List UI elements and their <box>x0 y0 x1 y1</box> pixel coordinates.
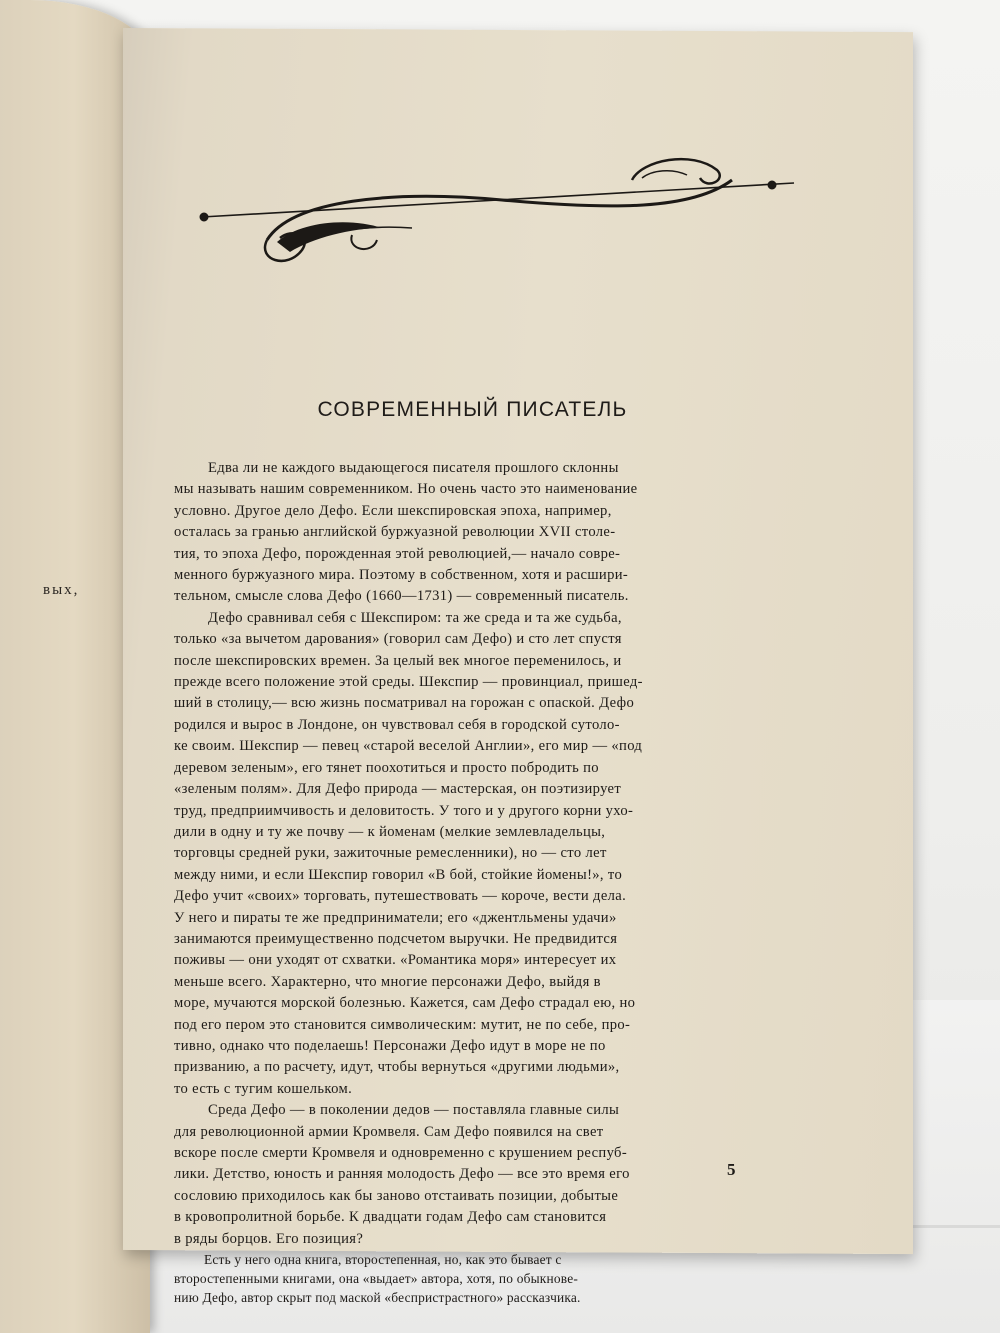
text-line: условно. Другое дело Дефо. Если шекспировская эпоха, например, <box>174 502 612 519</box>
text-line: то есть с тугим кошельком. <box>174 1080 353 1097</box>
text-line: меньше всего. Характерно, что многие персонажи Дефо, выйдя в <box>174 973 601 990</box>
footnote-paragraph <box>174 1250 766 1307</box>
text-line: сословию приходилось как бы заново отстаивать позиции, добытые <box>174 1187 619 1204</box>
chapter-title: СОВРЕМЕННЫЙ ПИСАТЕЛЬ <box>317 398 628 421</box>
left-page-edge-text: вых, <box>43 582 80 598</box>
text-line: дили в одну и ту же почву — к йоменам (мелкие землевладельцы, <box>174 823 606 840</box>
text-line: между ними, и если Шекспир говорил «В бой, стойкие йомены!», то <box>174 866 623 883</box>
text-line: Есть у него одна книга, второстепенная, но, как это бывает с <box>204 1252 562 1268</box>
body-text <box>174 458 766 1307</box>
text-line: Среда Дефо — в поколении дедов — поставляла главные силы <box>208 1102 620 1119</box>
text-line: после шекспировских времен. За целый век многое переменилось, и <box>174 652 622 669</box>
text-line: для революционной армии Кромвеля. Сам Дефо появился на свет <box>174 1123 604 1140</box>
text-line: второстепенными книгами, она «выдает» автора, хотя, по обыкнове- <box>174 1271 579 1287</box>
text-line: менного буржуазного мира. Поэтому в собственном, хотя и расшири- <box>174 567 629 584</box>
text-line: У него и пираты те же предприниматели; его «джентльмены удачи» <box>174 909 617 926</box>
text-line: поживы — они уходят от схватки. «Романтика моря» интересует их <box>174 952 617 969</box>
text-line: тельном, смысле слова Дефо (1660—1731) — современный писатель. <box>174 588 629 605</box>
text-line: в ряды борцов. Его позиция? <box>174 1230 364 1247</box>
text-line: торговцы средней руки, зажиточные ремесленники), но — сто лет <box>174 845 607 862</box>
text-line: Едва ли не каждого выдающегося писателя прошлого склонны <box>208 460 619 476</box>
text-line: нию Дефо, автор скрыт под маской «беспристрастного» рассказчика. <box>174 1290 581 1306</box>
text-line: мы называть нашим современником. Но очень часто это наименование <box>174 481 638 498</box>
text-line: призванию, а по расчету, идут, чтобы вернуться «другими людьми», <box>174 1059 620 1076</box>
text-line: под его пером это становится символическим: мутит, не по себе, про- <box>174 1016 631 1033</box>
text-line: деревом зеленым», его тянет поохотиться и просто побродить по <box>174 759 599 776</box>
text-line: осталась за гранью английской буржуазной революции XVII столе- <box>174 524 616 541</box>
page-number: 5 <box>727 1160 736 1179</box>
text-line: вскоре после смерти Кромвеля и одновременно с крушением респуб- <box>174 1145 628 1161</box>
ornament-flourish <box>172 150 802 280</box>
text-line: только «за вычетом дарования» (говорил сам Дефо) и сто лет спустя <box>174 631 622 648</box>
text-line: ший в столицу,— всю жизнь посматривал на горожан с опаской. Дефо <box>174 695 635 712</box>
text-line: лики. Детство, юность и ранняя молодость Дефо — все это время его <box>174 1166 630 1183</box>
text-line: тивно, однако что поделаешь! Персонажи Дефо идут в море не по <box>174 1037 606 1054</box>
text-line: прежде всего положение этой среды. Шекспир — провинциал, пришед- <box>174 674 643 691</box>
text-line: труд, предприимчивость и деловитость. У того и у другого корни ухо- <box>174 802 634 819</box>
text-line: Дефо сравнивал себя с Шекспиром: та же среда и та же судьба, <box>208 609 622 626</box>
text-line: ке своим. Шекспир — певец «старой веселой Англии», его мир — «под <box>174 738 643 755</box>
text-line: родился и вырос в Лондоне, он чувствовал себя в городской сутоло- <box>174 716 620 733</box>
text-line: в кровопролитной борьбе. К двадцати годам Дефо сам становится <box>174 1209 607 1226</box>
text-line: занимаются преимущественно подсчетом выручки. Не предвидится <box>174 930 618 947</box>
text-line: Дефо учит «своих» торговать, путешествовать — короче, вести дела. <box>174 888 627 905</box>
text-line: море, мучаются морской болезнью. Кажется, сам Дефо страдал ею, но <box>174 995 636 1012</box>
text-line: «зеленым полям». Для Дефо природа — мастерская, он поэтизирует <box>174 781 622 798</box>
text-line: тия, то эпоха Дефо, порожденная этой революцией,— начало совре- <box>174 545 621 562</box>
